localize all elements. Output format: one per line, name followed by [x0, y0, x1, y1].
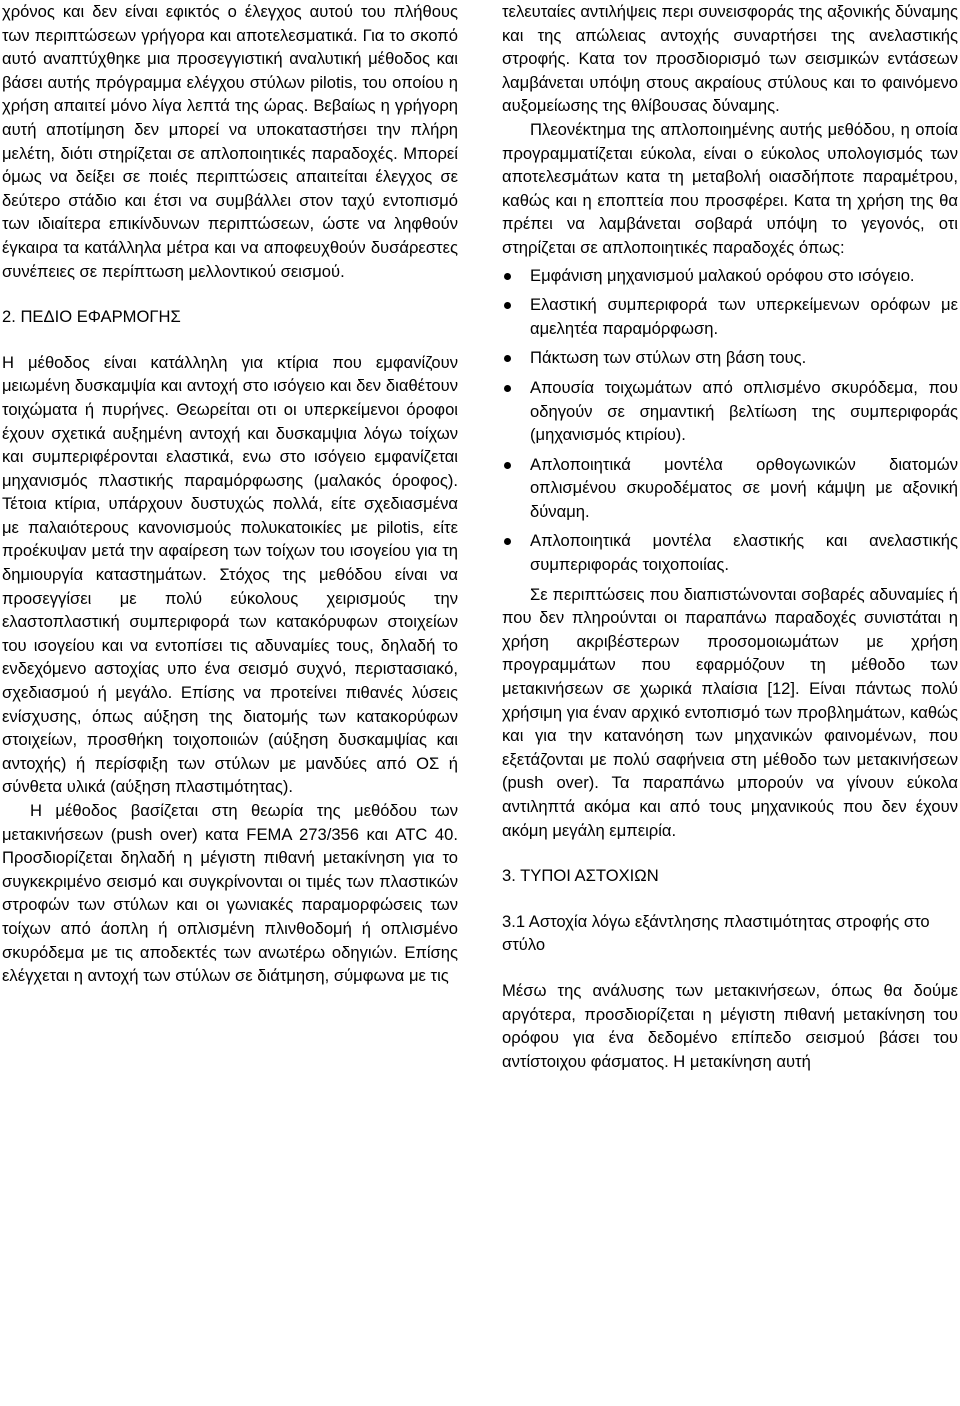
right-paragraph-2: Πλεονέκτημα της απλοποιημένης αυτής μεθόδου, η οποία προγραμματίζεται εύκολα, είναι ο εύκολος υπολογισμός των αποτελεσμάτων κατα τη μεταβολή οιασδήποτε παραμέτρου, καθώς και η εποπτεία που προσφέρει. Κατα τη χρήση της θα πρέπει να λαμβάνεται σοβαρά υπόψη το γεγονός, οτι στηρίζεται σε απλοποιητικές παραδοχές όπως:: [502, 119, 958, 257]
list-item: Απουσία τοιχωμάτων από οπλισμένο σκυρόδεμα, που οδηγούν σε σημαντική βελτίωση της συμπεριφοράς (μηχανισμός κτιρίου).: [502, 376, 958, 447]
left-paragraph-1: χρόνος και δεν είναι εφικτός ο έλεγχος αυτού του πλήθους των περιπτώσεων γρήγορα και αποτελεσματικά. Για το σκοπό αυτό αναπτύχθηκε μια προσεγγιστική αναλυτική μέθοδος και βάσει αυτής πρόγραμμα ελέγχου στύλων pilotis, του οποίου η χρήση απαιτεί μόνο λίγα λεπτά της ώρας. Βεβαίως η γρήγορη αυτή αποτίμηση δεν μπορεί να υποκαταστήσει την πλήρη μελέτη, διότι στηρίζεται σε απλοποιητικές παραδοχές. Μπορεί όμως να δείξει σε ποιές περιπτώσεις απαιτείται έλεγχος σε δεύτερο στάδιο και έτσι να συμβάλλει στον ταχύ εντοπισμό των ιδιαίτερα επικίνδυνων περιπτώσεων, ώστε να ληφθούν έγκαιρα τα κατάλληλα μέτρα και να αποφευχθούν δυσάρεστες συνέπειες σε περίπτωση μελλοντικού σεισμού.: [2, 2, 458, 281]
right-paragraph-3: Σε περιπτώσεις που διαπιστώνονται σοβαρές αδυναμίες ή που δεν πληρούνται οι παραπάνω παραδοχές συνιστάται η χρήση ακριβέστερων προσομοιωμάτων με χρήση προγραμμάτων που εφαρμόζουν τη μέθοδο των μετακινήσεων σε χωρικά πλαίσια [12]. Είναι πάντως πολύ χρήσιμη για έναν αρχικό εντοπισμό των προβλημάτων, καθώς και για την κατανόηση των μηχανικών φαινομένων, που εξετάζονται με πολύ σαφήνεια στη μέθοδο των μετακινήσεων (push over). Τα παραπάνω μπορούν να γίνουν εύκολα αντιληπτά ακόμα και από τους μηχανικούς που δεν έχουν ακόμη μεγάλη εμπειρία.: [502, 584, 958, 840]
list-item: Εμφάνιση μηχανισμού μαλακού ορόφου στο ισόγειο.: [502, 264, 958, 288]
section-3-1-heading: 3.1 Αστοχία λόγω εξάντλησης πλαστιμότητας στροφής στο στύλο: [502, 911, 930, 955]
bullet-icon: [504, 462, 511, 469]
bullet-icon: [504, 302, 511, 309]
right-paragraph-4: Μέσω της ανάλυσης των μετακινήσεων, όπως θα δούμε αργότερα, προσδιορίζεται η μέγιστη πιθανή μετακίνηση του ορόφου για ένα δεδομένο επίπεδο σεισμού βάσει του αντίστοιχου φάσματος. Η μετακίνηση αυτή: [502, 980, 958, 1071]
section-2-heading: 2. ΠΕΔΙΟ ΕΦΑΡΜΟΓΗΣ: [2, 307, 181, 327]
list-item: Απλοποιητικά μοντέλα ορθογωνικών διατομών οπλισμένου σκυροδέματος σε μονή κάμψη με αξονική δύναμη.: [502, 453, 958, 524]
left-column: [2, 0, 458, 988]
list-item: Πάκτωση των στύλων στη βάση τους.: [502, 346, 958, 370]
bullet-icon: [504, 385, 511, 392]
bullet-icon: [504, 273, 511, 280]
left-paragraph-3: Η μέθοδος βασίζεται στη θεωρία της μεθόδου των μετακινήσεων (push over) κατα FEMA 273/356 και ATC 40. Προσδιορίζεται δηλαδή η μέγιστη πιθανή μετακίνηση για το συγκεκριμένο σεισμό και συγκρίνονται οι τιμές των πλαστικών στροφών των στύλων και οι γωνιακές παραμορφώσεις των τοίχων από άοπλη ή οπλισμένη πλινθοδομή ή οπλισμένο σκυρόδεμα με τις αποδεκτές των ανωτέρω οδηγιών. Επίσης ελέγχεται η αντοχή των στύλων σε διάτμηση, σύμφωνα με τις: [2, 801, 458, 986]
left-paragraph-2: Η μέθοδος είναι κατάλληλη για κτίρια που εμφανίζουν μειωμένη δυσκαμψία και αντοχή στο ισόγειο και δεν διαθέτουν τοιχώματα ή πυρήνες. Θεωρείται οτι οι υπερκείμενοι όροφοι έχουν σχετικά αυξημένη αντοχή και δυσκαμψια λόγω τοίχων και συμπεριφέρονται ελαστικά, ενω στο ισόγειο εμφανίζεται μηχανισμός πλαστικής παραμόρφωσης (μαλακός όροφος). Τέτοια κτίρια, υπάρχουν δυστυχώς πολλά, είτε σχεδιασμένα με παλαιότερους κανονισμούς πολυκατοικίες με pilotis, είτε προέκυψαν μετά την αφαίρεση των τοίχων του ισογείου για τη δημιουργία καταστημάτων. Στόχος της μεθόδου είναι να προσεγγίσει με πολύ εύκολους χειρισμούς την ελαστοπλαστική συμπεριφορά των κατακόρυφων στοιχείων του ισογείου και να εντοπίσει τις αδυναμίες τους, δηλαδή το ενδεχόμενο αστοχίας υπο ένα σεισμό συχνό, περιστασιακό, σχεδιασμού ή μεγάλο. Επίσης να προτείνει πιθανές λύσεις ενίσχυσης, όπως αύξηση της διατομής των κατακορύφων στοιχείων, προσθήκη τοιχοποιιών (αύξηση δυσκαμψίας και αντοχής) ή περίσφιξη των στύλων με μανδύες από ΟΣ ή σύνθετα υλικά (αύξηση πλαστιμότητας).: [2, 352, 458, 797]
right-paragraph-1: τελευταίες αντιλήψεις περι συνεισφοράς της αξονικής δύναμης και της απώλειας αντοχής συναρτήσει της ανελαστικής στροφής. Κατα τον προσδιορισμό των σεισμικών εντάσεων λαμβάνεται υπόψη στους ακραίους στύλους και το φαινόμενο αυξομείωσης της θλίβουσας δύναμης.: [502, 2, 958, 116]
assumptions-list: [502, 264, 958, 577]
right-column: [502, 0, 958, 1073]
bullet-icon: [504, 538, 511, 545]
section-3-heading: 3. ΤΥΠΟΙ ΑΣΤΟΧΙΩΝ: [502, 866, 659, 886]
list-item: Απλοποιητικά μοντέλα ελαστικής και ανελαστικής συμπεριφοράς τοιχοποιίας.: [502, 529, 958, 576]
list-item: Ελαστική συμπεριφορά των υπερκείμενων ορόφων με αμελητέα παραμόρφωση.: [502, 293, 958, 340]
bullet-icon: [504, 355, 511, 362]
